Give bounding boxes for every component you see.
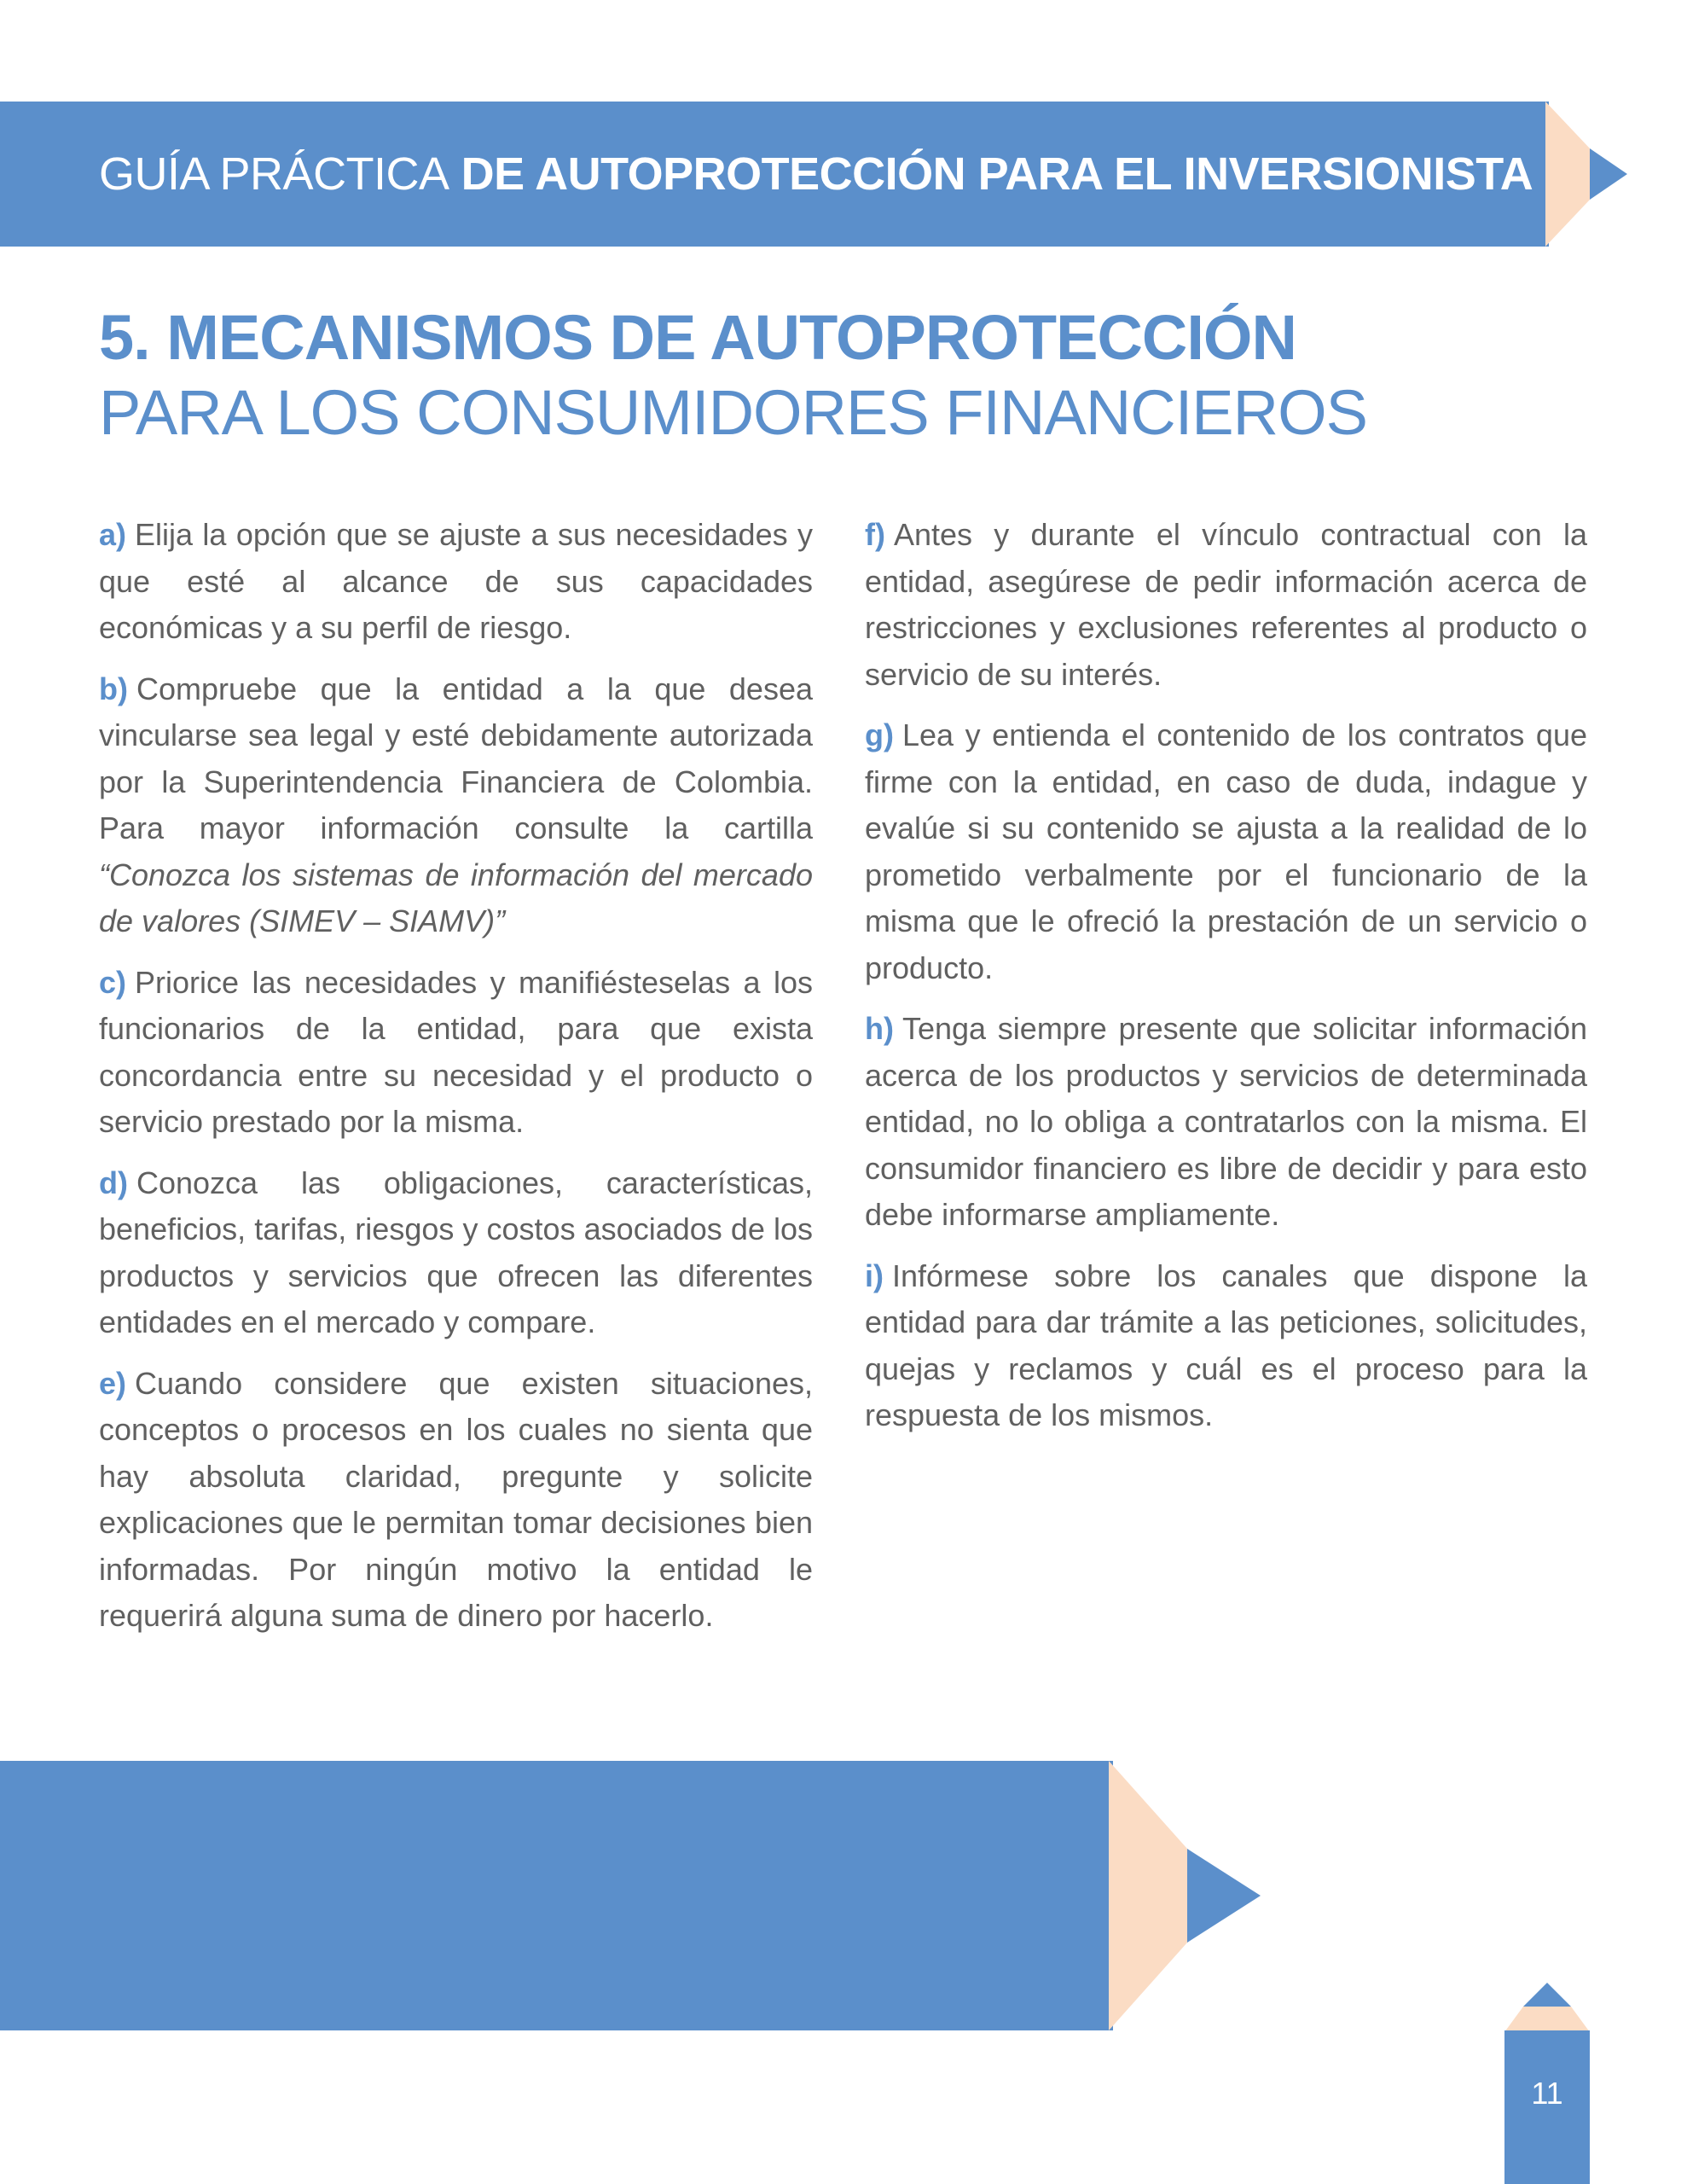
- footer-band: [0, 1761, 1113, 2030]
- item-text: Infórmese sobre los canales que dispone la entidad para dar trámite a las peticiones, solicitudes, quejas y reclamos y cuál es el proceso para la respuesta de los mismos.: [865, 1258, 1587, 1432]
- header-pencil-tip-icon: [1545, 102, 1639, 247]
- item-marker: a): [99, 517, 127, 552]
- page-number: 11: [1531, 2076, 1563, 2111]
- item-text: Antes y durante el vínculo contractual con la entidad, asegúrese de pedir información acerca de restricciones y exclusiones referentes al producto o servicio de su interés.: [865, 517, 1587, 692]
- list-item-c: [99, 960, 813, 1146]
- right-column: [865, 512, 1587, 1454]
- list-item-d: [99, 1160, 813, 1346]
- item-text: Elija la opción que se ajuste a sus necesidades y que esté al alcance de sus capacidades económicas y a su perfil de riesgo.: [99, 517, 813, 645]
- item-citation: “Conozca los sistemas de información del mercado de valores (SIMEV – SIAMV)”: [99, 857, 813, 938]
- item-marker: h): [865, 1011, 894, 1046]
- item-text: Tenga siempre presente que solicitar información acerca de los productos y servicios de determinada entidad, no lo obliga a contratarlos con la misma. El consumidor financiero es libre de decidir y para esto debe informarse ampliamente.: [865, 1011, 1587, 1232]
- list-item-g: [865, 712, 1587, 991]
- list-item-e: [99, 1361, 813, 1640]
- section-title: 5. MECANISMOS DE AUTOPROTECCIÓN: [99, 302, 1296, 373]
- item-text: Conozca las obligaciones, características, beneficios, tarifas, riesgos y costos asociados de los productos y servicios que ofrecen las diferentes entidades en el mercado y compare.: [99, 1165, 813, 1339]
- footer-pencil-tip-icon: [1109, 1761, 1267, 2030]
- list-item-b: [99, 666, 813, 945]
- page-tab-pencil-tip-icon: [1504, 1981, 1590, 2032]
- item-marker: i): [865, 1258, 884, 1293]
- item-marker: e): [99, 1365, 127, 1401]
- header-title-bold: DE AUTOPROTECCIÓN PARA EL INVERSIONISTA: [461, 148, 1533, 200]
- list-item-f: [865, 512, 1587, 698]
- item-marker: g): [865, 717, 894, 752]
- header-title: [99, 102, 1533, 247]
- left-column: [99, 512, 813, 1654]
- section-subtitle: PARA LOS CONSUMIDORES FINANCIEROS: [99, 377, 1367, 448]
- list-item-h: [865, 1006, 1587, 1239]
- list-item-i: [865, 1253, 1587, 1439]
- item-marker: f): [865, 517, 885, 552]
- list-item-a: [99, 512, 813, 652]
- header-title-light: GUÍA PRÁCTICA: [99, 148, 449, 200]
- item-text: Compruebe que la entidad a la que desea vincularse sea legal y esté debidamente autorizada por la Superintendencia Financiera de Colombia. Para mayor información consulte la cartilla: [99, 671, 813, 845]
- item-text: Priorice las necesidades y manifiésteselas a los funcionarios de la entidad, para que exista concordancia entre su necesidad y el producto o servicio prestado por la misma.: [99, 964, 813, 1139]
- item-text: Lea y entienda el contenido de los contratos que firme con la entidad, en caso de duda, indague y evalúe si su contenido se ajusta a la realidad de lo prometido verbalmente por el funcionario de la misma que le ofreció la prestación de un servicio o producto.: [865, 717, 1587, 985]
- item-marker: d): [99, 1165, 128, 1200]
- item-marker: c): [99, 964, 127, 1000]
- item-text: Cuando considere que existen situaciones, conceptos o procesos en los cuales no sienta que hay absoluta claridad, pregunte y solicite explicaciones que le permitan tomar decisiones bien informadas. Por ningún motivo la entidad le requerirá alguna suma de dinero por hacerlo.: [99, 1365, 813, 1633]
- item-marker: b): [99, 671, 128, 706]
